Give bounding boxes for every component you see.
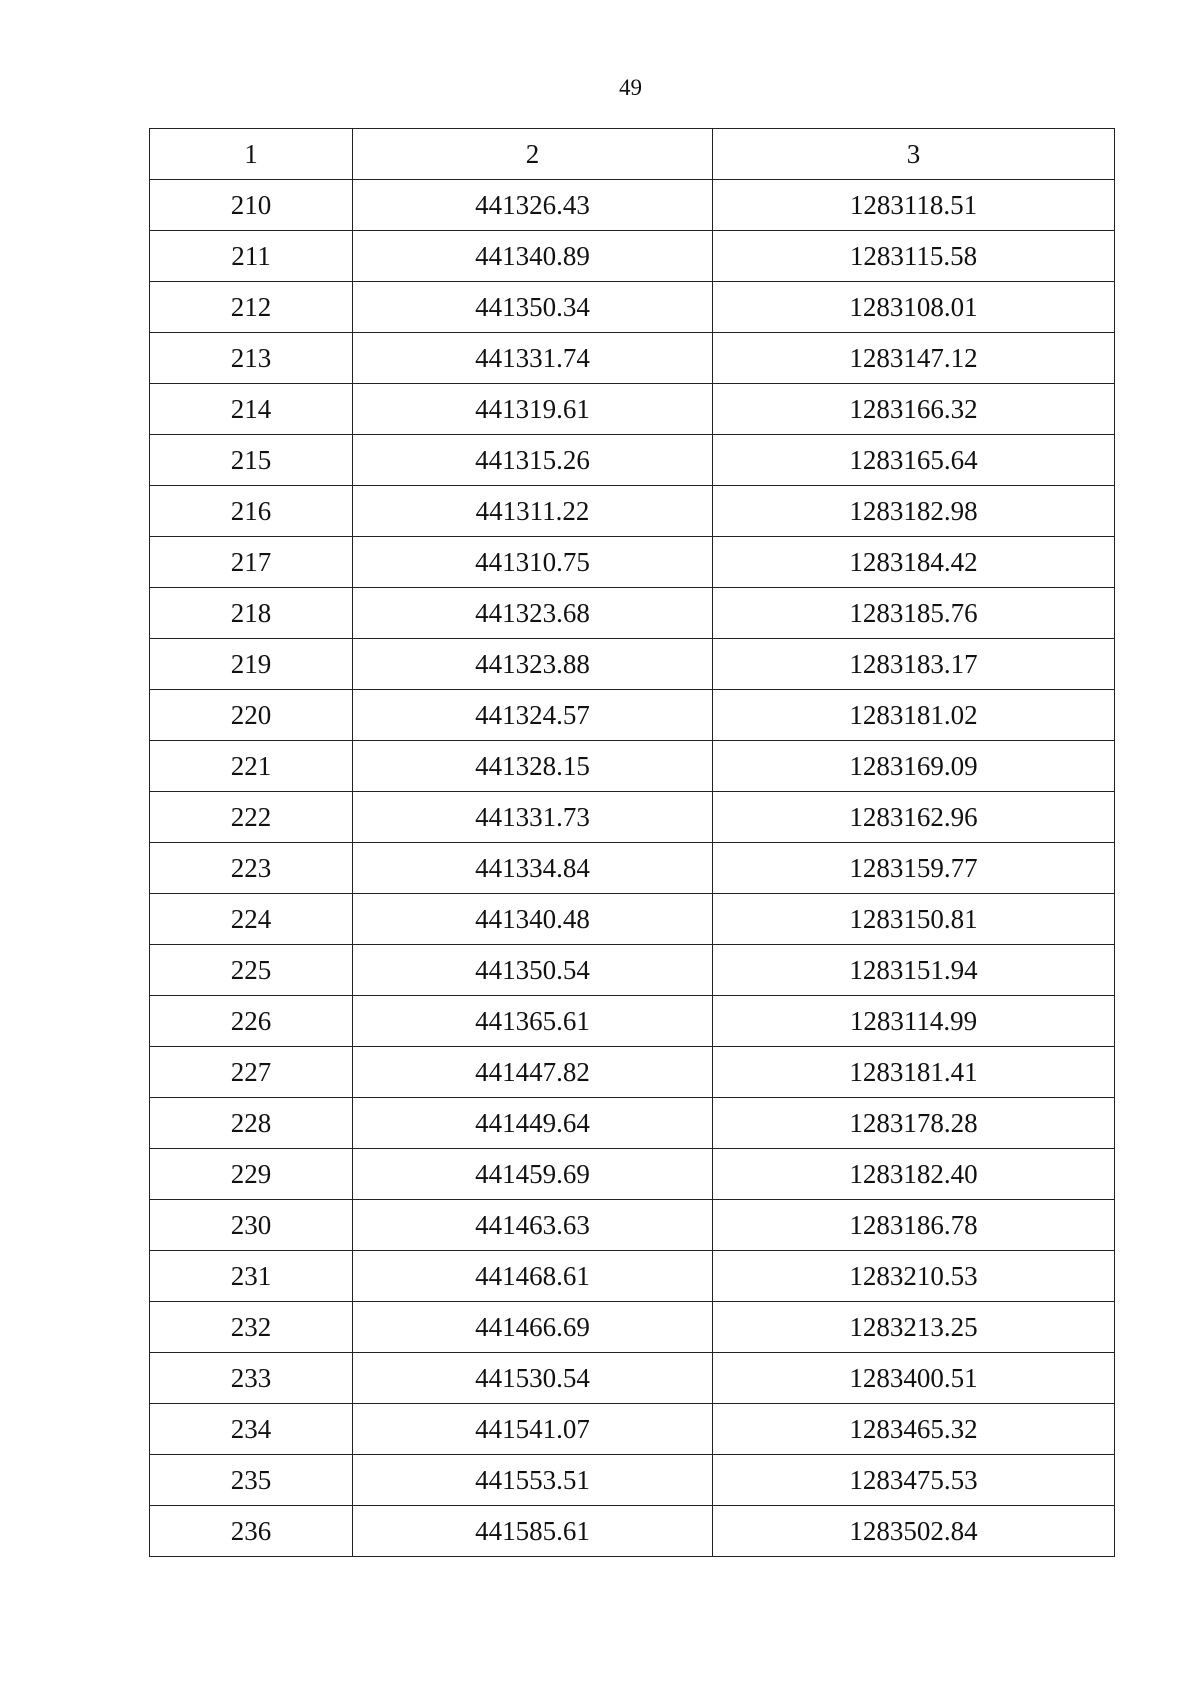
y-coordinate-cell: 1283185.76 — [713, 588, 1115, 639]
table-row — [150, 690, 1115, 741]
x-coordinate-cell: 441463.63 — [353, 1200, 713, 1251]
table-row — [150, 588, 1115, 639]
point-number-cell: 232 — [150, 1302, 353, 1353]
table-row — [150, 1353, 1115, 1404]
point-number-cell: 212 — [150, 282, 353, 333]
table-row — [150, 384, 1115, 435]
y-coordinate-cell: 1283114.99 — [713, 996, 1115, 1047]
x-coordinate-cell: 441319.61 — [353, 384, 713, 435]
x-coordinate-cell: 441585.61 — [353, 1506, 713, 1557]
y-coordinate-cell: 1283166.32 — [713, 384, 1115, 435]
point-number-cell: 221 — [150, 741, 353, 792]
table-row — [150, 231, 1115, 282]
point-number-cell: 236 — [150, 1506, 353, 1557]
table-row — [150, 1251, 1115, 1302]
point-number-cell: 215 — [150, 435, 353, 486]
point-number-cell: 234 — [150, 1404, 353, 1455]
x-coordinate-cell: 441311.22 — [353, 486, 713, 537]
table-row — [150, 996, 1115, 1047]
point-number-cell: 224 — [150, 894, 353, 945]
point-number-cell: 226 — [150, 996, 353, 1047]
x-coordinate-cell: 441323.88 — [353, 639, 713, 690]
y-coordinate-cell: 1283181.02 — [713, 690, 1115, 741]
x-coordinate-cell: 441553.51 — [353, 1455, 713, 1506]
table-row — [150, 1200, 1115, 1251]
x-coordinate-cell: 441350.54 — [353, 945, 713, 996]
table-row — [150, 1047, 1115, 1098]
y-coordinate-cell: 1283118.51 — [713, 180, 1115, 231]
x-coordinate-cell: 441315.26 — [353, 435, 713, 486]
y-coordinate-cell: 1283108.01 — [713, 282, 1115, 333]
table-row — [150, 945, 1115, 996]
y-coordinate-cell: 1283184.42 — [713, 537, 1115, 588]
y-coordinate-cell: 1283182.40 — [713, 1149, 1115, 1200]
table-row — [150, 180, 1115, 231]
x-coordinate-cell: 441350.34 — [353, 282, 713, 333]
point-number-cell: 220 — [150, 690, 353, 741]
x-coordinate-cell: 441447.82 — [353, 1047, 713, 1098]
table-row — [150, 333, 1115, 384]
y-coordinate-cell: 1283210.53 — [713, 1251, 1115, 1302]
point-number-cell: 230 — [150, 1200, 353, 1251]
table-row — [150, 639, 1115, 690]
y-coordinate-cell: 1283182.98 — [713, 486, 1115, 537]
point-number-cell: 218 — [150, 588, 353, 639]
y-coordinate-cell: 1283165.64 — [713, 435, 1115, 486]
point-number-cell: 233 — [150, 1353, 353, 1404]
table-row — [150, 1506, 1115, 1557]
x-coordinate-cell: 441530.54 — [353, 1353, 713, 1404]
page-number: 49 — [619, 75, 642, 100]
table-header-row — [150, 129, 1115, 180]
x-coordinate-cell: 441365.61 — [353, 996, 713, 1047]
point-number-cell: 219 — [150, 639, 353, 690]
y-coordinate-cell: 1283475.53 — [713, 1455, 1115, 1506]
point-number-cell: 211 — [150, 231, 353, 282]
y-coordinate-cell: 1283213.25 — [713, 1302, 1115, 1353]
table-row — [150, 1098, 1115, 1149]
y-coordinate-cell: 1283159.77 — [713, 843, 1115, 894]
point-number-cell: 216 — [150, 486, 353, 537]
y-coordinate-cell: 1283465.32 — [713, 1404, 1115, 1455]
x-coordinate-cell: 441466.69 — [353, 1302, 713, 1353]
y-coordinate-cell: 1283181.41 — [713, 1047, 1115, 1098]
table-row — [150, 1149, 1115, 1200]
point-number-cell: 210 — [150, 180, 353, 231]
y-coordinate-cell: 1283147.12 — [713, 333, 1115, 384]
point-number-cell: 231 — [150, 1251, 353, 1302]
column-header-2: 2 — [353, 129, 713, 180]
table-row — [150, 792, 1115, 843]
x-coordinate-cell: 441340.89 — [353, 231, 713, 282]
x-coordinate-cell: 441323.68 — [353, 588, 713, 639]
table-row — [150, 537, 1115, 588]
y-coordinate-cell: 1283400.51 — [713, 1353, 1115, 1404]
table-body — [150, 180, 1115, 1557]
y-coordinate-cell: 1283115.58 — [713, 231, 1115, 282]
table-row — [150, 741, 1115, 792]
y-coordinate-cell: 1283183.17 — [713, 639, 1115, 690]
point-number-cell: 227 — [150, 1047, 353, 1098]
x-coordinate-cell: 441340.48 — [353, 894, 713, 945]
y-coordinate-cell: 1283150.81 — [713, 894, 1115, 945]
x-coordinate-cell: 441328.15 — [353, 741, 713, 792]
table-row — [150, 1455, 1115, 1506]
table-row — [150, 1404, 1115, 1455]
column-header-1: 1 — [150, 129, 353, 180]
x-coordinate-cell: 441449.64 — [353, 1098, 713, 1149]
table-row — [150, 486, 1115, 537]
point-number-cell: 223 — [150, 843, 353, 894]
table-row — [150, 843, 1115, 894]
table-row — [150, 282, 1115, 333]
x-coordinate-cell: 441468.61 — [353, 1251, 713, 1302]
table-row — [150, 894, 1115, 945]
y-coordinate-cell: 1283502.84 — [713, 1506, 1115, 1557]
point-number-cell: 229 — [150, 1149, 353, 1200]
point-number-cell: 222 — [150, 792, 353, 843]
point-number-cell: 217 — [150, 537, 353, 588]
x-coordinate-cell: 441331.73 — [353, 792, 713, 843]
point-number-cell: 213 — [150, 333, 353, 384]
table-row — [150, 1302, 1115, 1353]
point-number-cell: 228 — [150, 1098, 353, 1149]
x-coordinate-cell: 441459.69 — [353, 1149, 713, 1200]
x-coordinate-cell: 441310.75 — [353, 537, 713, 588]
coordinates-table — [149, 128, 1115, 1557]
point-number-cell: 235 — [150, 1455, 353, 1506]
x-coordinate-cell: 441326.43 — [353, 180, 713, 231]
y-coordinate-cell: 1283162.96 — [713, 792, 1115, 843]
x-coordinate-cell: 441541.07 — [353, 1404, 713, 1455]
x-coordinate-cell: 441324.57 — [353, 690, 713, 741]
point-number-cell: 225 — [150, 945, 353, 996]
point-number-cell: 214 — [150, 384, 353, 435]
x-coordinate-cell: 441334.84 — [353, 843, 713, 894]
y-coordinate-cell: 1283178.28 — [713, 1098, 1115, 1149]
table-row — [150, 435, 1115, 486]
column-header-3: 3 — [713, 129, 1115, 180]
y-coordinate-cell: 1283169.09 — [713, 741, 1115, 792]
y-coordinate-cell: 1283151.94 — [713, 945, 1115, 996]
y-coordinate-cell: 1283186.78 — [713, 1200, 1115, 1251]
x-coordinate-cell: 441331.74 — [353, 333, 713, 384]
